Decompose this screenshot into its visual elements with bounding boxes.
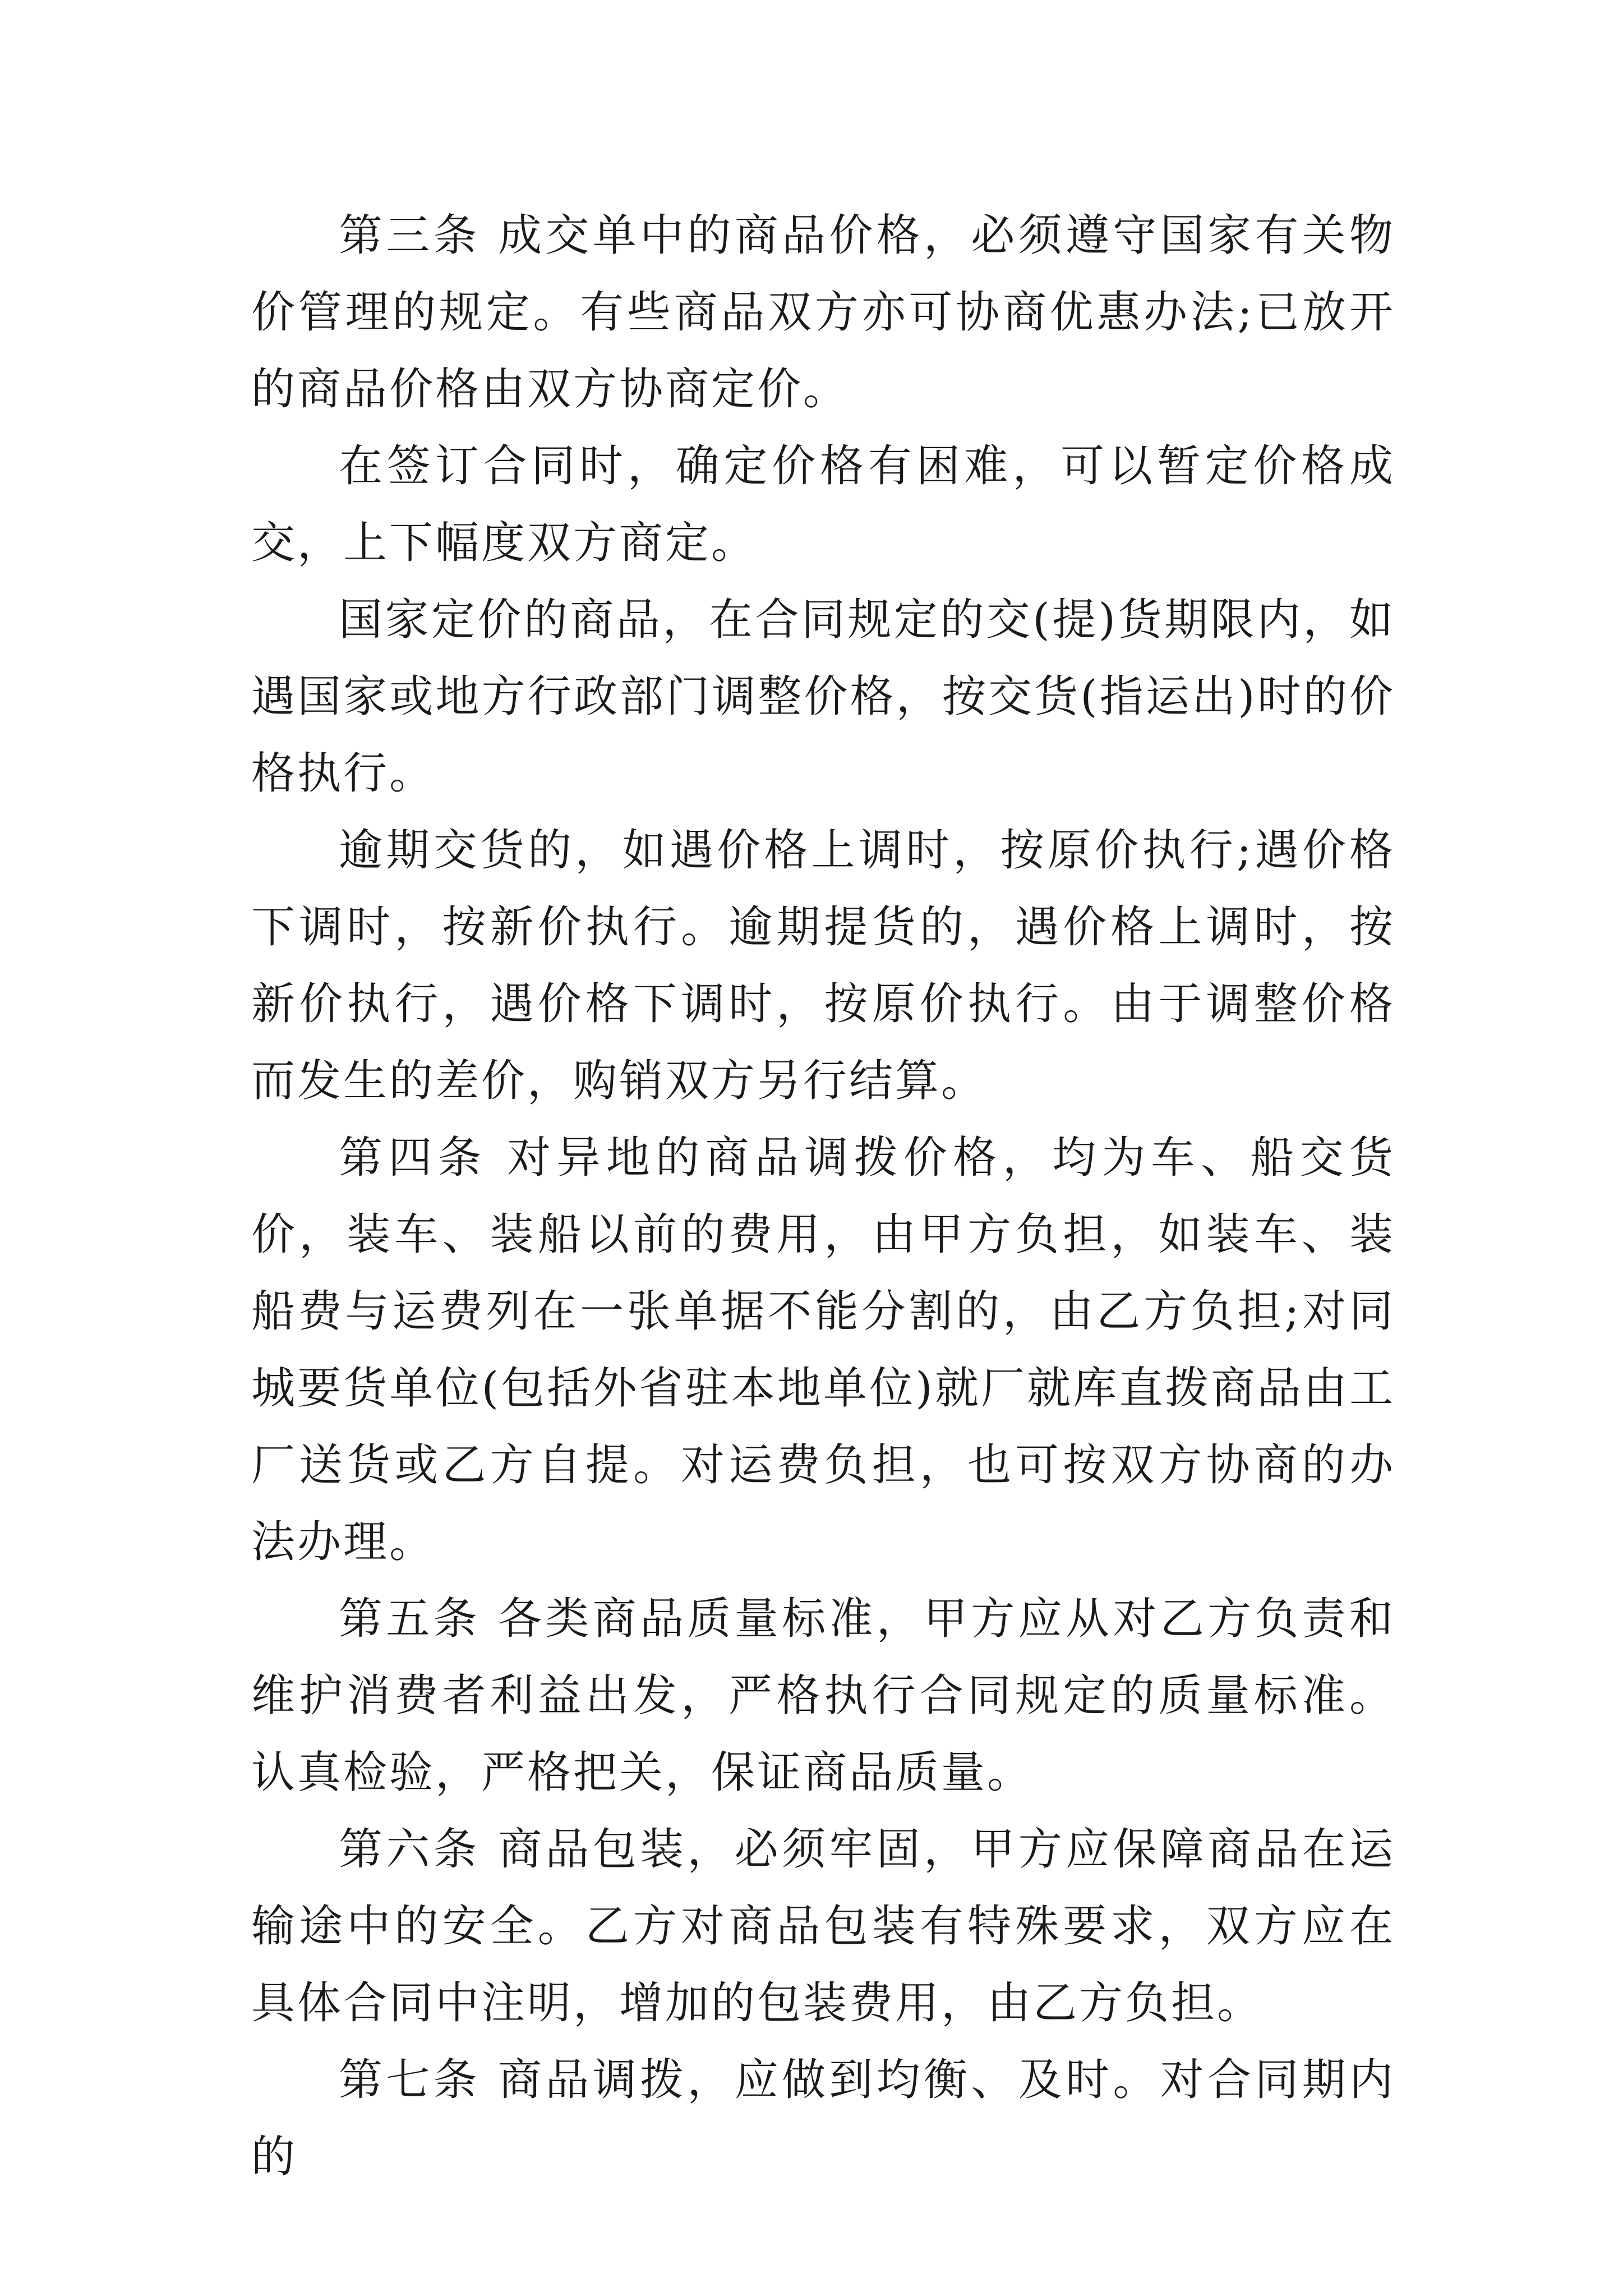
paragraph-article-5-quality: 第五条 各类商品质量标准，甲方应从对乙方负责和维护消费者利益出发，严格执行合同规定的质量标准。认真检验，严格把关，保证商品质量。 <box>251 1594 1395 1798</box>
document-body <box>251 197 1395 2196</box>
paragraph-state-pricing: 国家定价的商品，在合同规定的交(提)货期限内，如遇国家或地方行政部门调整价格，按交货(指运出)时的价格执行。 <box>251 595 1395 799</box>
paragraph-article-3-pricing: 第三条 成交单中的商品价格，必须遵守国家有关物价管理的规定。有些商品双方亦可协商优惠办法;已放开的商品价格由双方协商定价。 <box>251 210 1395 415</box>
paragraph-article-6-packaging: 第六条 商品包装，必须牢固，甲方应保障商品在运输途中的安全。乙方对商品包装有特殊要求，双方应在具体合同中注明，增加的包装费用，由乙方负担。 <box>251 1824 1395 2028</box>
paragraph-article-4-transfer-price: 第四条 对异地的商品调拨价格，均为车、船交货价，装车、装船以前的费用，由甲方负担，如装车、装船费与运费列在一张单据不能分割的，由乙方负担;对同城要货单位(包括外省驻本地单位)就厂就库直拨商品由工厂送货或乙方自提。对运费负担，也可按双方协商的办法办理。 <box>251 1133 1395 1567</box>
paragraph-overdue-delivery: 逾期交货的，如遇价格上调时，按原价执行;遇价格下调时，按新价执行。逾期提货的，遇价格上调时，按新价执行，遇价格下调时，按原价执行。由于调整价格而发生的差价，购销双方另行结算。 <box>251 825 1395 1106</box>
paragraph-provisional-price: 在签订合同时，确定价格有困难，可以暂定价格成交，上下幅度双方商定。 <box>251 441 1395 568</box>
paragraph-article-7-allocation: 第七条 商品调拨，应做到均衡、及时。对合同期内的 <box>251 2055 1395 2182</box>
